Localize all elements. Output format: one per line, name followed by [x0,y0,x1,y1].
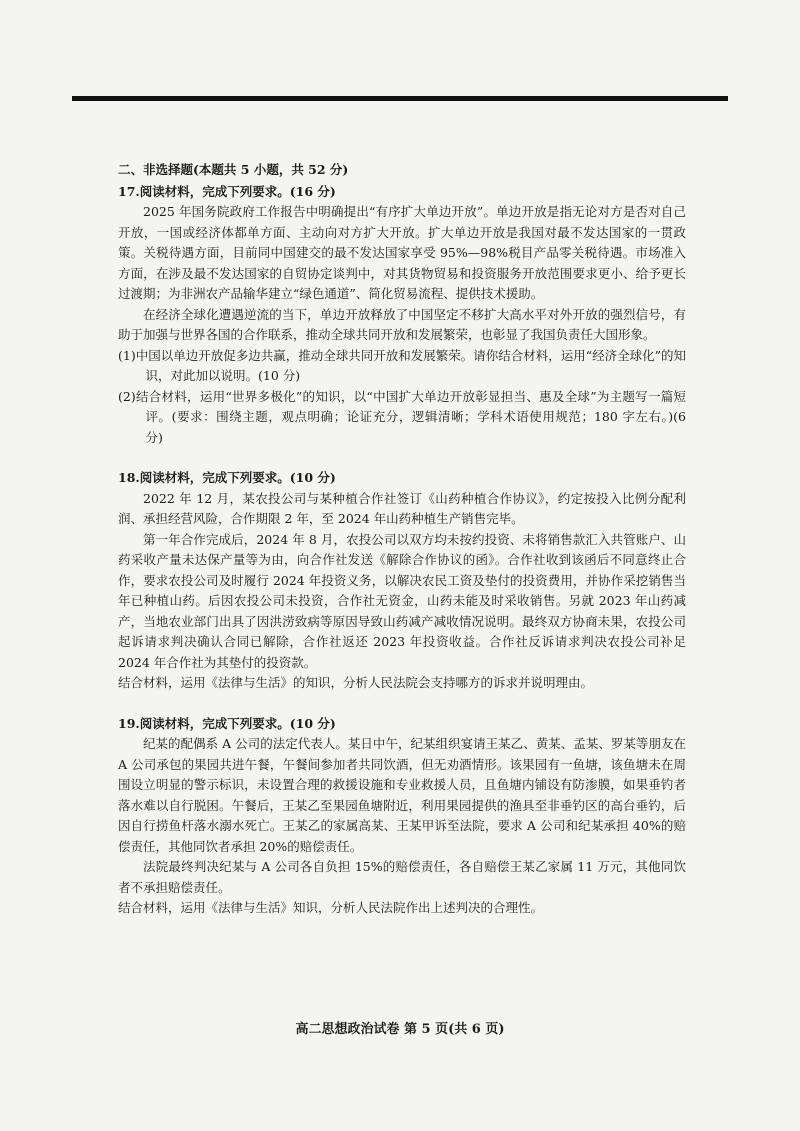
question-18-heading: 18.阅读材料，完成下列要求。(10 分) [118,470,336,485]
question-19 [118,714,686,919]
top-rule [72,96,728,101]
question-19-heading: 19.阅读材料，完成下列要求。(10 分) [118,715,336,731]
question-18-material-1: 2022 年 12 月，某农投公司与某种植合作社签订《山药种植合作协议》，约定按投入比例分配利润、承担经营风险，合作期限 2 年，至 2024 年山药种植生产销售完毕。 [118,490,686,526]
section-title: 二、非选择题(本题共 5 小题，共 52 分) [118,162,349,177]
question-19-material-1: 纪某的配偶系 A 公司的法定代表人。某日中午，纪某组织宴请王某乙、黄某、孟某、罗某等朋友在 A 公司承包的果园共进午餐，午餐间参加者共同饮酒，但无劝酒情形。该果园有一鱼塘，该鱼塘未在周围设立明显的警示标识，未设置合理的救援设施和专业救援人员，且鱼塘内铺设有防渗膜，如果垂钓者落水难以自行脱困。午餐后，王某乙至果园鱼塘附近，利用果园提供的渔具至非垂钓区的高台垂钓，后因自行捞鱼杆落水溺水死亡。王某乙的家属高某、王某甲诉至法院，要求 A 公司和纪某承担 40%的赔偿责任，其他同饮者承担 20%的赔偿责任。 [118,736,686,854]
question-18-material-2: 第一年合作完成后，2024 年 8 月，农投公司以双方均未按约投资、未将销售款汇入共管账户、山药采收产量未达保产量等为由，向合作社发送《解除合作协议的函》。合作社收到该函后不同意终止合作，要求农投公司及时履行 2024 年投资义务，以解决农民工资及垫付的投资费用，并协作采挖销售当年已种植山药。后因农投公司未投资，合作社无资金，山药未能及时采收销售。另就 2023 年山药减产，当地农业部门出具了因洪涝致病等原因导致山药减产减收情况说明。最终双方协商未果，农投公司起诉请求判决确认合同已解除，合作社返还 2023 年投资收益。合作社反诉请求判决农投公司补足 2024 年合作社为其垫付的投资款。 [118,531,686,670]
question-17-material-2: 在经济全球化遭遇逆流的当下，单边开放释放了中国坚定不移扩大高水平对外开放的强烈信号，有助于加强与世界各国的合作联系，推动全球共同开放和发展繁荣，也彰显了我国负责任大国形象。 [118,306,686,342]
question-19-material-2: 法院最终判决纪某与 A 公司各自负担 15%的赔偿责任，各自赔偿王某乙家属 11 万元，其他同饮者不承担赔偿责任。 [118,859,686,895]
question-18-task: 结合材料，运用《法律与生活》的知识，分析人民法院会支持哪方的诉求并说明理由。 [118,675,594,690]
question-18 [118,468,686,694]
question-17-material-1: 2025 年国务院政府工作报告中明确提出“有序扩大单边开放”。单边开放是指无论对方是否对自己开放，一国或经济体都单方面、主动向对方扩大开放。扩大单边开放是我国对最不发达国家的一贯政策。关税待遇方面，目前同中国建交的最不发达国家享受 95%—98%税目产品零关税待遇。市场准入方面，在涉及最不发达国家的自贸协定谈判中，对其货物贸易和投资服务开放范围要求更小、给予更长过渡期；为非洲农产品输华建立“绿色通道”、简化贸易流程、提供技术援助。 [118,204,686,301]
question-17-heading: 17.阅读材料，完成下列要求。(16 分) [118,183,336,199]
exam-page [118,160,686,939]
question-19-task: 结合材料，运用《法律与生活》知识，分析人民法院作出上述判决的合理性。 [118,900,544,915]
question-17-sub-2: (2)结合材料，运用“世界多极化”的知识，以“中国扩大单边开放彰显担当、惠及全球”为主题写一篇短评。(要求：围绕主题，观点明确；论证充分，逻辑清晰；学科术语使用规范；180 字左右。)(6 分) [118,388,686,445]
page-footer: 高二思想政治试卷 第 5 页(共 6 页) [295,1022,505,1037]
question-17 [118,182,686,449]
question-17-sub-1: (1)中国以单边开放促多边共赢，推动全球共同开放和发展繁荣。请你结合材料，运用“经济全球化”的知识，对此加以说明。(10 分) [118,347,686,383]
